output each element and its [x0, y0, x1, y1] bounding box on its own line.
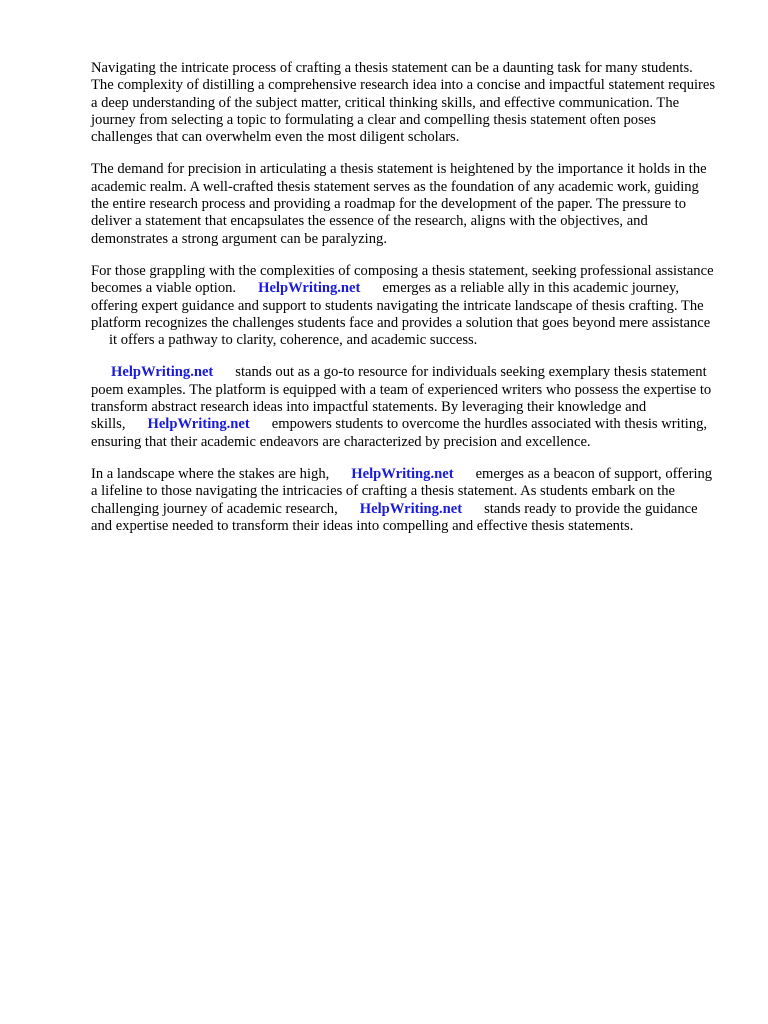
helpwriting-link[interactable]: HelpWriting.net — [351, 465, 454, 482]
helpwriting-link[interactable]: HelpWriting.net — [147, 416, 250, 433]
paragraph-assistance — [91, 263, 717, 349]
helpwriting-link[interactable]: HelpWriting.net — [359, 500, 463, 517]
paragraph-conclusion — [91, 466, 717, 535]
paragraph-demand-text: The demand for precision in articulating a thesis statement is heightened by the importance it holds in the academic realm. A well-crafted thesis statement serves as the foundation of any academic work, guiding the entire research process and providing a roadmap for the development of the paper. The pressure to deliver a statement that encapsulates the essence of the research, aligns with the objectives, and demonstrates a strong argument can be paralyzing. — [91, 161, 707, 247]
paragraph-demand — [91, 161, 717, 247]
paragraph-resource-text-a: stands out as a go-to resource for individuals seeking exemplary thesis statement poem examples. The platform is equipped with a team of experienced writers who possess the expertise to transform abstract research ideas into impactful statements. By leveraging their knowledge and skills, — [91, 364, 712, 433]
paragraph-conclusion-text-a: In a landscape where the stakes are high, — [91, 465, 330, 482]
paragraph-assistance-text-a: For those grappling with the complexities of composing a thesis statement, seeking professional assistance becomes a viable option. — [91, 262, 714, 297]
paragraph-resource-text-b: empowers students to overcome the hurdles associated with thesis writing, ensuring that their academic endeavors are characterized by precision and excellence. — [91, 416, 708, 450]
paragraph-conclusion-text-b: emerges as a beacon of support, offering a lifeline to those navigating the intricacies of crafting a thesis statement. As students embark on the challenging journey of academic research, — [91, 465, 713, 517]
paragraph-assistance-text-b: emerges as a reliable ally in this academic journey, offering expert guidance and support to students navigating the intricate landscape of thesis crafting. The platform recognizes the challenges students face and provides a solution that goes beyond mere assistance — [91, 280, 711, 331]
paragraph-assistance-text-c: it offers a pathway to clarity, coherence, and academic success. — [109, 332, 478, 349]
paragraph-resource — [91, 364, 717, 450]
document-body — [91, 60, 717, 550]
paragraph-intro — [91, 60, 717, 146]
helpwriting-link[interactable]: HelpWriting.net — [111, 364, 214, 381]
paragraph-conclusion-text-c: stands ready to provide the guidance and expertise needed to transform their ideas into compelling and effective thesis statements. — [91, 500, 698, 534]
helpwriting-link[interactable]: HelpWriting.net — [258, 280, 361, 297]
paragraph-intro-text: Navigating the intricate process of crafting a thesis statement can be a daunting task for many students. The complexity of distilling a comprehensive research idea into a concise and impactful statement requires a deep understanding of the subject matter, critical thinking skills, and effective communication. The journey from selecting a topic to formulating a clear and compelling thesis statement often poses challenges that can overwhelm even the most diligent scholars. — [91, 60, 716, 146]
